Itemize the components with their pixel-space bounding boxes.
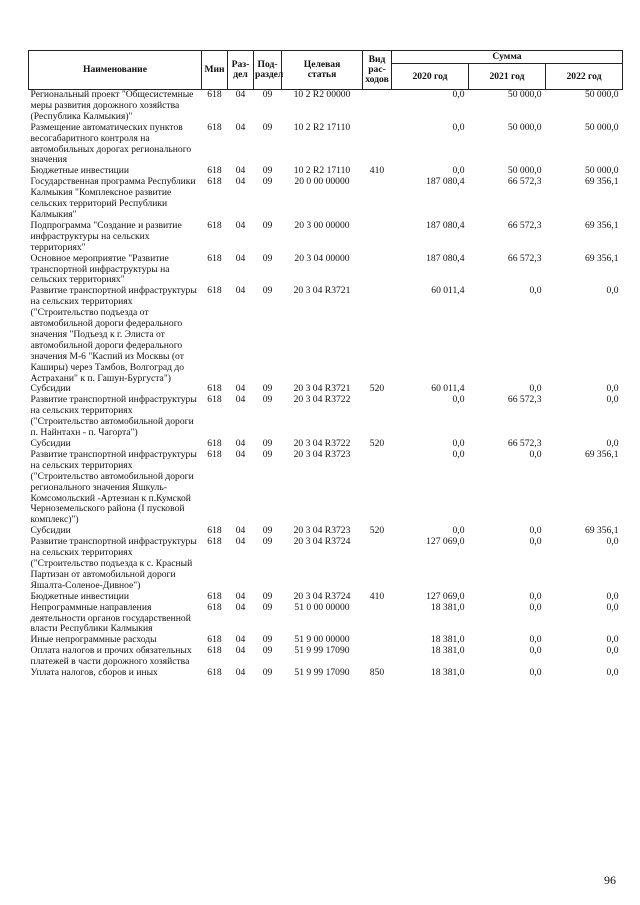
cell-min: 618	[207, 667, 222, 679]
cell-rz: 04	[235, 394, 246, 406]
cell-vr	[363, 90, 392, 123]
cell-2021: 66 572,3	[507, 176, 542, 188]
cell-2022: 0,0	[606, 667, 619, 679]
cell-pr: 09	[262, 645, 273, 657]
cell-csr: 51 9 00 00000	[294, 634, 350, 646]
cell-csr: 51 9 99 17090	[294, 667, 350, 679]
cell-2020: 187 080,4	[426, 219, 465, 231]
cell-name: Бюджетные инвестиции	[30, 590, 129, 602]
cell-rz: 04	[235, 285, 246, 297]
cell-csr: 10 2 R2 17110	[293, 121, 351, 133]
cell-2020: 0,0	[452, 448, 465, 460]
cell-2020: 0,0	[452, 525, 465, 537]
cell-2021: 0,0	[529, 285, 542, 297]
cell-vr	[363, 635, 392, 646]
cell-2020: 127 069,0	[426, 536, 465, 548]
cell-csr: 20 3 04 R3723	[293, 448, 351, 460]
cell-2021: 50 000,0	[507, 165, 542, 177]
cell-2022: 0,0	[606, 645, 619, 657]
table-row	[29, 668, 623, 679]
cell-csr: 20 3 00 00000	[294, 219, 350, 231]
cell-2020: 60 011,4	[431, 383, 465, 395]
cell-min: 618	[207, 219, 222, 231]
cell-min: 618	[207, 634, 222, 646]
cell-rz: 04	[235, 590, 246, 602]
cell-min: 618	[207, 601, 222, 613]
cell-2021: 0,0	[529, 590, 542, 602]
cell-csr: 51 0 00 00000	[294, 601, 350, 613]
cell-vr	[363, 286, 392, 384]
cell-name: Оплата налогов и прочих обязательных платежей в части дорожного хозяйства	[30, 645, 192, 668]
cell-2021: 0,0	[529, 645, 542, 657]
cell-pr: 09	[262, 219, 273, 231]
cell-2020: 187 080,4	[426, 252, 465, 264]
cell-min: 618	[207, 590, 222, 602]
header-2022: 2022 год	[546, 64, 623, 90]
cell-pr: 09	[262, 448, 273, 460]
cell-pr: 09	[262, 634, 273, 646]
cell-csr: 20 3 04 R3724	[293, 590, 351, 602]
table-row	[29, 592, 623, 603]
header-2021: 2021 год	[469, 64, 546, 90]
cell-pr: 09	[262, 601, 273, 613]
cell-min: 618	[207, 525, 222, 537]
table-row	[29, 90, 623, 123]
cell-2021: 0,0	[529, 448, 542, 460]
cell-rz: 04	[235, 448, 246, 460]
cell-2021: 0,0	[529, 525, 542, 537]
cell-pr: 09	[262, 525, 273, 537]
cell-2021: 0,0	[529, 667, 542, 679]
table-row	[29, 603, 623, 636]
cell-name: Государственная программа Республики Калмыкия "Комплексное развитие сельских территорий Республики Калмыкия"	[30, 176, 196, 220]
cell-name: Развитие транспортной инфраструктуры на сельских территориях ("Строительство автомобильной дороги п. Найнтахн - п. Чагорта")	[30, 394, 197, 439]
cell-min: 618	[207, 89, 222, 100]
cell-2021: 66 572,3	[507, 252, 542, 264]
cell-min: 618	[207, 252, 222, 264]
cell-rz: 04	[235, 176, 246, 188]
cell-min: 618	[207, 394, 222, 406]
cell-rz: 04	[235, 536, 246, 548]
budget-table	[28, 50, 623, 679]
cell-2021: 66 572,3	[507, 438, 542, 449]
cell-min: 618	[207, 448, 222, 460]
cell-2020: 18 381,0	[430, 667, 465, 679]
cell-name: Подпрограмма "Создание и развитие инфраструктуры на сельских территориях"	[30, 219, 182, 253]
cell-vr	[363, 177, 392, 221]
cell-csr: 20 3 04 00000	[294, 252, 350, 264]
cell-csr: 20 3 04 R3722	[293, 438, 351, 449]
cell-name: Размещение автоматических пунктов весогабаритного контроля на автомобильных дорогах регионального значения	[30, 121, 192, 166]
cell-rz: 04	[235, 645, 246, 657]
cell-vr	[363, 646, 392, 668]
header-2020: 2020 год	[392, 64, 469, 90]
cell-2020: 18 381,0	[430, 601, 465, 613]
cell-2022: 69 356,1	[584, 448, 619, 460]
cell-csr: 10 2 R2 00000	[293, 89, 351, 100]
cell-2021: 0,0	[529, 601, 542, 613]
table-row	[29, 221, 623, 254]
cell-2022: 50 000,0	[584, 121, 619, 133]
header-razdel: Раз- дел	[228, 51, 254, 90]
cell-2020: 187 080,4	[426, 176, 465, 188]
cell-rz: 04	[235, 383, 246, 395]
cell-2021: 0,0	[529, 383, 542, 395]
table-row	[29, 537, 623, 592]
cell-pr: 09	[262, 394, 273, 406]
cell-min: 618	[207, 121, 222, 133]
cell-pr: 09	[262, 285, 273, 297]
cell-2022: 0,0	[606, 285, 619, 297]
cell-pr: 09	[262, 89, 273, 100]
cell-vr	[363, 254, 392, 287]
header-summa: Сумма	[392, 51, 623, 64]
cell-rz: 04	[235, 634, 246, 646]
cell-name: Бюджетные инвестиции	[30, 165, 129, 177]
table-row	[29, 123, 623, 167]
table-row	[29, 254, 623, 287]
cell-2022: 0,0	[606, 383, 619, 395]
cell-rz: 04	[235, 601, 246, 613]
cell-2020: 127 069,0	[426, 590, 465, 602]
page-number: 96	[604, 873, 616, 887]
cell-name: Развитие транспортной инфраструктуры на сельских территориях ("Строительство подъезда от автомобильной дороги федерального значения "Подъезд к г. Элиста от автомобильной дороги федерального значения М-6 "Каспий из Москвы (от Каширы) через Тамбов, Волгоград до Астрахани" к п. Гашун-Бургуста")	[30, 285, 197, 384]
cell-vr	[363, 395, 392, 439]
cell-vr: 850	[369, 667, 385, 679]
cell-pr: 09	[262, 252, 273, 264]
cell-2022: 0,0	[606, 590, 619, 602]
table-header	[29, 51, 623, 90]
table-row	[29, 286, 623, 384]
cell-name: Субсидии	[30, 383, 71, 395]
cell-csr: 20 0 00 00000	[294, 176, 350, 188]
table-row	[29, 646, 623, 668]
cell-vr: 520	[369, 525, 385, 537]
cell-2021: 66 572,3	[507, 394, 542, 406]
cell-2021: 50 000,0	[507, 89, 542, 100]
cell-pr: 09	[262, 667, 273, 679]
cell-2022: 0,0	[606, 438, 619, 449]
cell-csr: 20 3 04 R3723	[293, 525, 351, 537]
cell-rz: 04	[235, 89, 246, 100]
cell-2022: 0,0	[606, 536, 619, 548]
cell-name: Непрограммные направления деятельности органов государственной власти Республики Калмыкия	[30, 601, 191, 635]
cell-2022: 0,0	[606, 634, 619, 646]
cell-name: Развитие транспортной инфраструктуры на сельских территориях ("Строительство подъезда к с. Красный Партизан от автомобильной дороги Яшалта-Соленое-Дивное")	[30, 536, 197, 591]
cell-2021: 66 572,3	[507, 219, 542, 231]
cell-rz: 04	[235, 165, 246, 177]
cell-2020: 0,0	[452, 438, 465, 449]
cell-min: 618	[207, 383, 222, 395]
cell-2020: 0,0	[452, 394, 465, 406]
cell-csr: 20 3 04 R3724	[293, 536, 351, 548]
cell-2022: 50 000,0	[584, 89, 619, 100]
cell-min: 618	[207, 438, 222, 449]
cell-name: Уплата налогов, сборов и иных	[30, 667, 158, 679]
table-row	[29, 395, 623, 439]
cell-2021: 0,0	[529, 536, 542, 548]
cell-pr: 09	[262, 121, 273, 133]
cell-pr: 09	[262, 176, 273, 188]
cell-name: Основное мероприятие "Развитие транспортной инфраструктуры на сельских территориях"	[30, 252, 170, 286]
header-podrazdel: Под- раздел	[254, 51, 282, 90]
cell-name: Региональный проект "Общесистемные меры развития дорожного хозяйства (Республика Калмыкия)"	[30, 89, 194, 122]
cell-2022: 0,0	[606, 601, 619, 613]
cell-2022: 50 000,0	[584, 165, 619, 177]
cell-2020: 0,0	[452, 165, 465, 177]
cell-vr	[363, 123, 392, 167]
cell-vr	[363, 603, 392, 636]
cell-min: 618	[207, 645, 222, 657]
header-name: Наименование	[29, 51, 202, 90]
cell-rz: 04	[235, 121, 246, 133]
cell-csr: 20 3 04 R3721	[293, 285, 351, 297]
cell-name: Иные непрограммные расходы	[30, 634, 157, 646]
cell-2022: 69 356,1	[584, 219, 619, 231]
cell-2022: 69 356,1	[584, 176, 619, 188]
cell-rz: 04	[235, 438, 246, 449]
cell-pr: 09	[262, 165, 273, 177]
header-min: Мин	[202, 51, 228, 90]
cell-2020: 0,0	[452, 89, 465, 100]
cell-rz: 04	[235, 525, 246, 537]
table-row	[29, 450, 623, 526]
cell-vr: 520	[369, 438, 385, 449]
cell-2021: 50 000,0	[507, 121, 542, 133]
cell-vr: 410	[369, 165, 385, 177]
cell-2020: 18 381,0	[430, 634, 465, 646]
cell-rz: 04	[235, 667, 246, 679]
cell-vr	[363, 537, 392, 592]
cell-2022: 0,0	[606, 394, 619, 406]
table-body	[29, 90, 623, 679]
cell-2020: 18 381,0	[430, 645, 465, 657]
cell-vr: 410	[369, 590, 385, 602]
cell-pr: 09	[262, 438, 273, 449]
cell-pr: 09	[262, 590, 273, 602]
cell-rz: 04	[235, 252, 246, 264]
cell-min: 618	[207, 165, 222, 177]
cell-rz: 04	[235, 219, 246, 231]
cell-2020: 0,0	[452, 121, 465, 133]
cell-pr: 09	[262, 383, 273, 395]
cell-2021: 0,0	[529, 634, 542, 646]
budget-table-sheet	[28, 50, 622, 679]
cell-min: 618	[207, 536, 222, 548]
cell-vr	[363, 221, 392, 254]
header-vid: Вид рас- ходов	[363, 51, 392, 90]
cell-name: Субсидии	[30, 438, 71, 449]
cell-csr: 10 2 R2 17110	[293, 165, 351, 177]
cell-name: Субсидии	[30, 525, 71, 537]
cell-2022: 69 356,1	[584, 252, 619, 264]
cell-name: Развитие транспортной инфраструктуры на сельских территориях ("Строительство автомобильной дороги регионального значения Яшкуль-Комсомольский -Артезиан к п.Кумской Черноземельского района (I пусковой комплекс)")	[30, 448, 197, 526]
cell-pr: 09	[262, 536, 273, 548]
table-row	[29, 177, 623, 221]
cell-min: 618	[207, 285, 222, 297]
cell-min: 618	[207, 176, 222, 188]
cell-vr: 520	[369, 383, 385, 395]
header-csr: Целевая статья	[282, 51, 363, 90]
cell-csr: 51 9 99 17090	[294, 645, 350, 657]
cell-2020: 60 011,4	[431, 285, 465, 297]
cell-csr: 20 3 04 R3721	[293, 383, 351, 395]
cell-2022: 69 356,1	[584, 525, 619, 537]
cell-csr: 20 3 04 R3722	[293, 394, 351, 406]
cell-vr	[363, 450, 392, 526]
